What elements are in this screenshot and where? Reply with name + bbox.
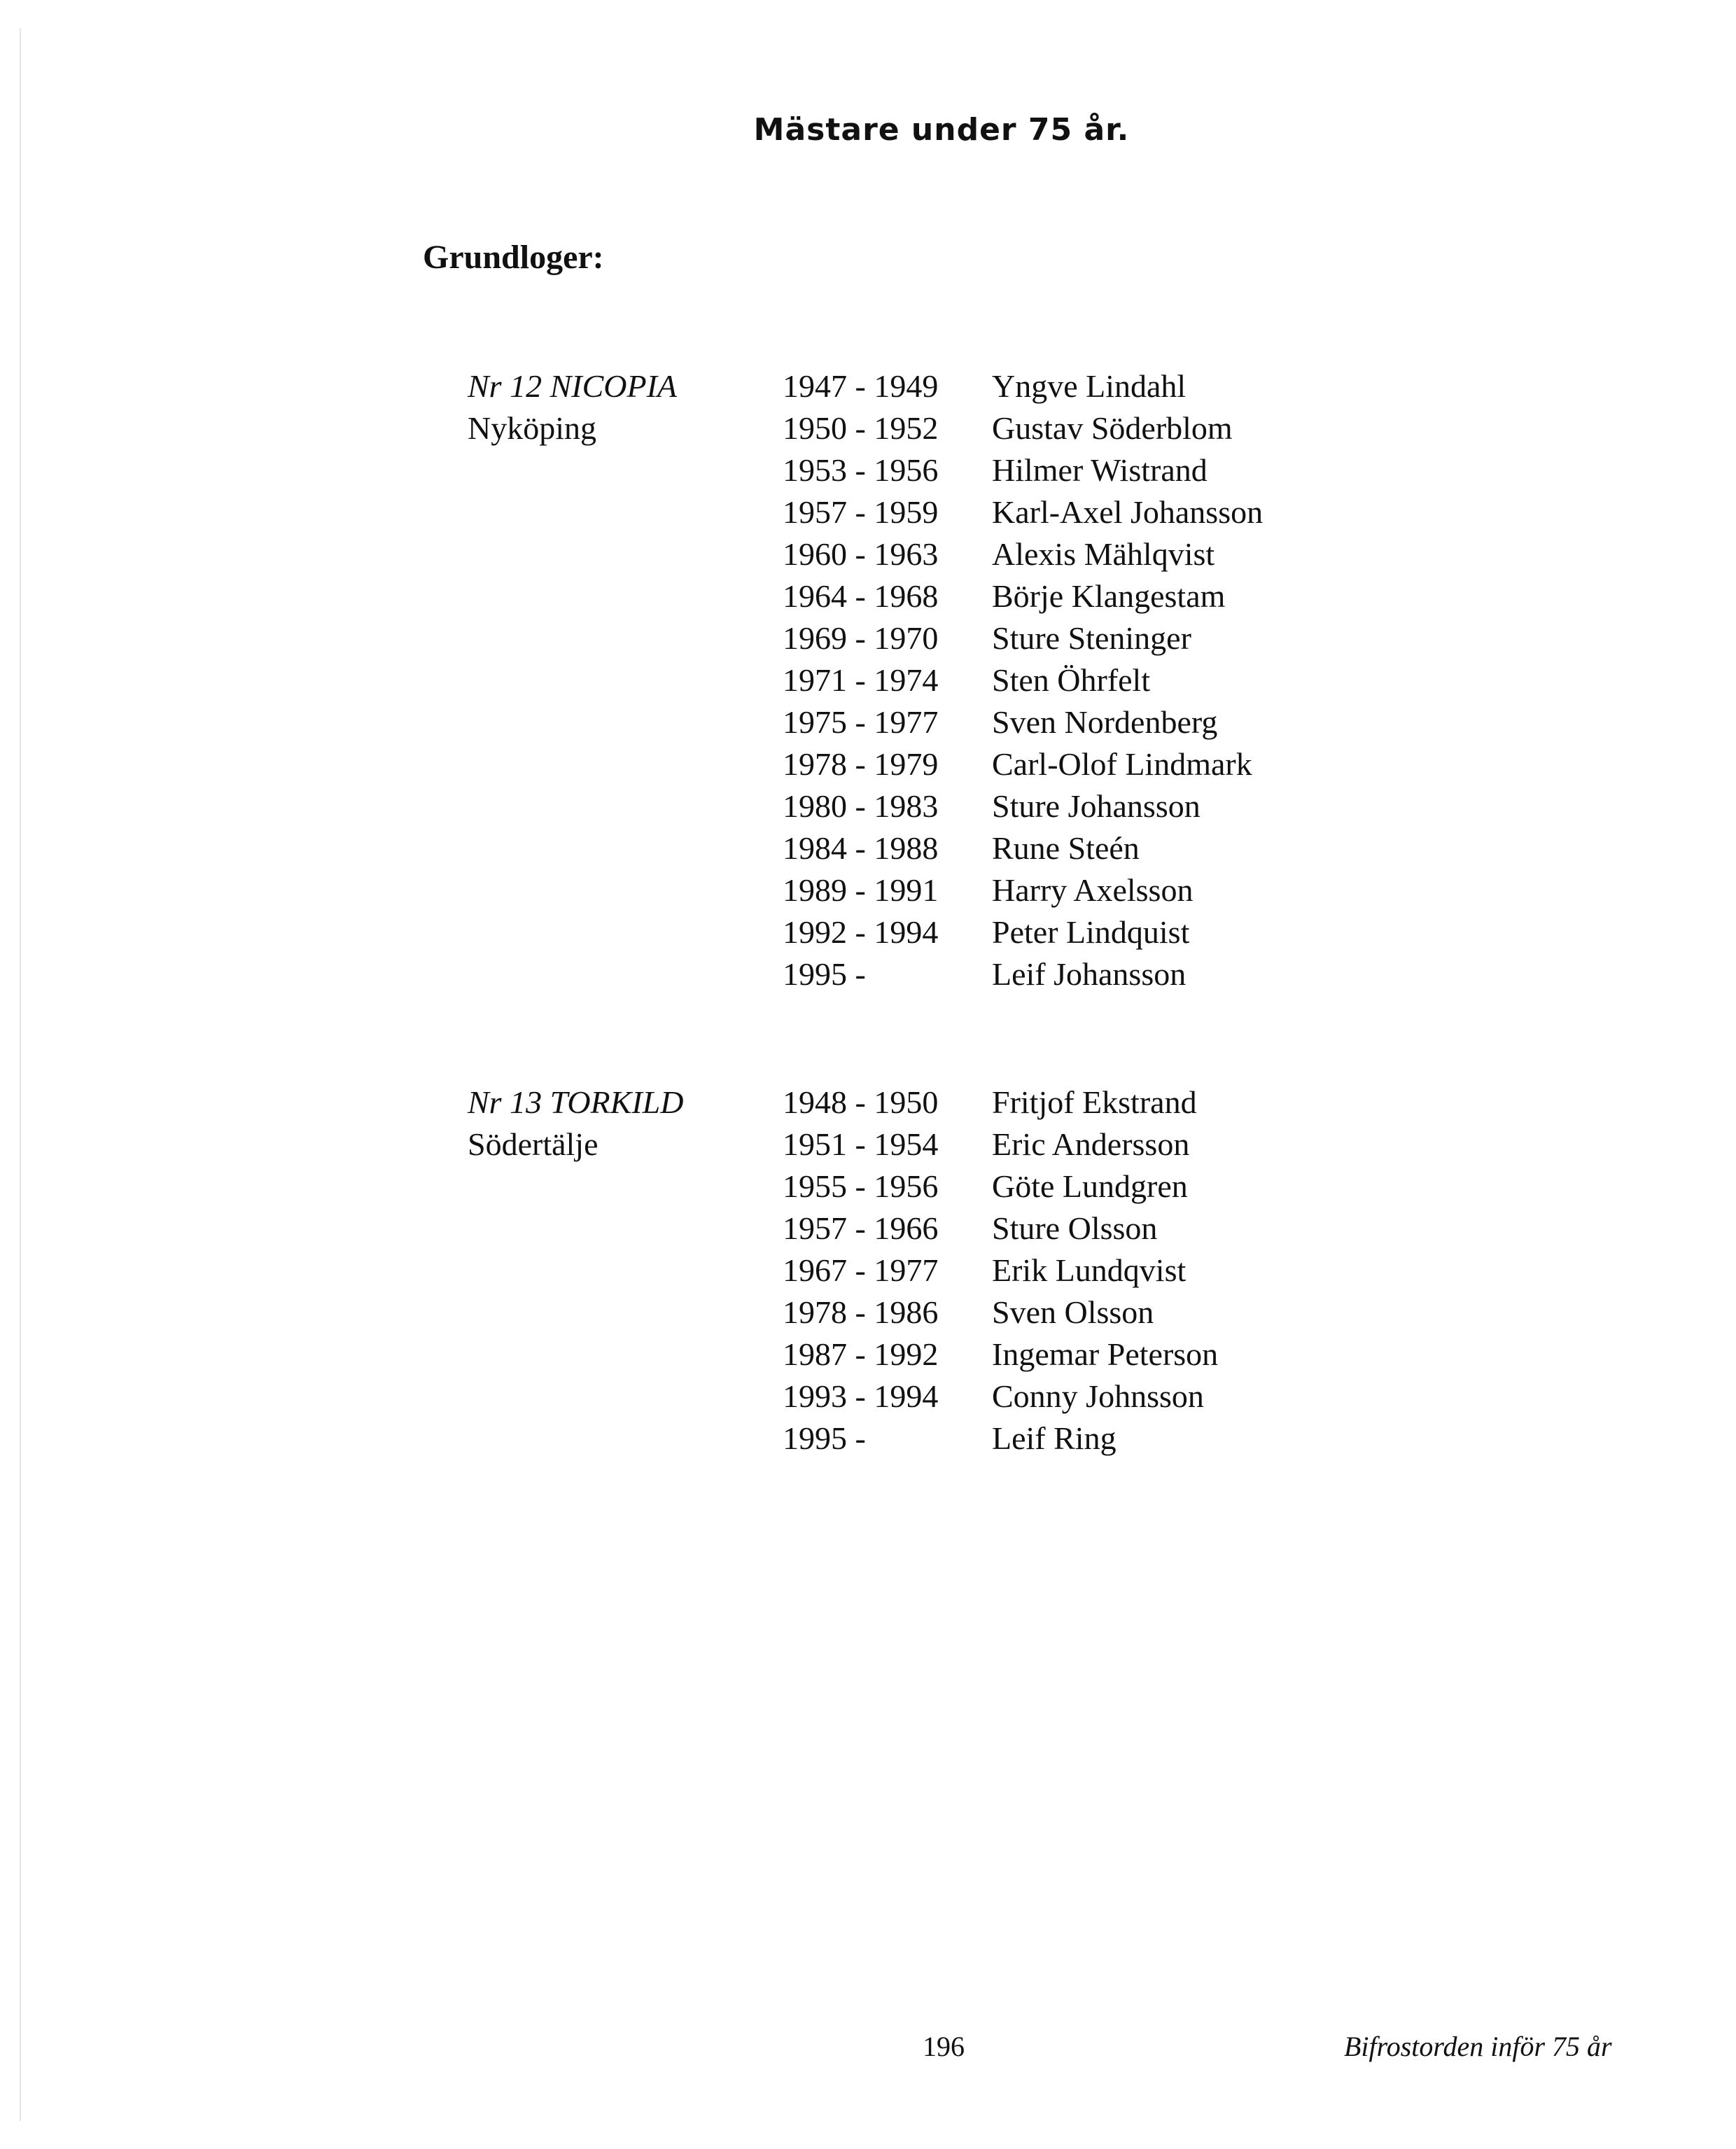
master-row	[0, 1378, 1736, 1420]
master-name: Göte Lundgren	[992, 1168, 1188, 1204]
term-years: 1955 - 1956	[783, 1168, 939, 1204]
term-years: 1951 - 1954	[783, 1126, 939, 1162]
master-row	[0, 578, 1736, 620]
term-years: 1967 - 1977	[783, 1252, 939, 1288]
page-title: Mästare under 75 år.	[753, 112, 1130, 148]
lodge-name: Nr 12 NICOPIA	[468, 368, 677, 404]
master-row	[0, 536, 1736, 578]
master-row	[0, 410, 1736, 451]
master-row	[0, 746, 1736, 788]
master-name: Leif Ring	[992, 1420, 1116, 1456]
master-name: Erik Lundqvist	[992, 1252, 1186, 1288]
term-years: 1950 - 1952	[783, 410, 939, 446]
master-name: Eric Andersson	[992, 1126, 1190, 1162]
master-row	[0, 955, 1736, 997]
term-years: 1992 - 1994	[783, 914, 939, 950]
term-years: 1957 - 1966	[783, 1210, 939, 1246]
master-name: Harry Axelsson	[992, 872, 1194, 908]
master-name: Conny Johnsson	[992, 1378, 1204, 1414]
master-row	[0, 1126, 1736, 1168]
master-name: Sten Öhrfelt	[992, 662, 1151, 698]
term-years: 1957 - 1959	[783, 494, 939, 530]
master-name: Hilmer Wistrand	[992, 452, 1208, 488]
master-row	[0, 368, 1736, 410]
master-name: Karl-Axel Johansson	[992, 494, 1264, 530]
term-years: 1978 - 1986	[783, 1294, 939, 1330]
master-name: Sven Nordenberg	[992, 704, 1218, 740]
master-row	[0, 1084, 1736, 1126]
master-name: Fritjof Ekstrand	[992, 1084, 1197, 1120]
master-name: Alexis Mählqvist	[992, 536, 1215, 572]
master-name: Gustav Söderblom	[992, 410, 1233, 446]
master-row	[0, 1336, 1736, 1378]
section-heading: Grundloger:	[423, 239, 604, 276]
master-row	[0, 1210, 1736, 1252]
master-name: Leif Johansson	[992, 956, 1186, 992]
page-number: 196	[923, 2031, 965, 2062]
master-name: Ingemar Peterson	[992, 1336, 1219, 1372]
lodge-city: Södertälje	[468, 1126, 598, 1162]
term-years: 1989 - 1991	[783, 872, 939, 908]
master-row	[0, 493, 1736, 536]
term-years: 1980 - 1983	[783, 788, 939, 824]
master-row	[0, 662, 1736, 704]
master-name: Yngve Lindahl	[992, 368, 1186, 404]
master-row	[0, 704, 1736, 746]
term-years: 1978 - 1979	[783, 746, 939, 782]
term-years: 1995 -	[783, 1420, 866, 1456]
term-years: 1975 - 1977	[783, 704, 939, 740]
page-edge-line	[20, 28, 21, 2121]
lodge-city: Nyköping	[468, 410, 596, 446]
master-name: Sture Johansson	[992, 788, 1200, 824]
term-years: 1947 - 1949	[783, 368, 939, 404]
master-row	[0, 1252, 1736, 1294]
master-row	[0, 830, 1736, 872]
master-row	[0, 1168, 1736, 1210]
master-name: Sven Olsson	[992, 1294, 1154, 1330]
term-years: 1960 - 1963	[783, 536, 939, 572]
term-years: 1948 - 1950	[783, 1084, 939, 1120]
term-years: 1984 - 1988	[783, 830, 939, 866]
master-row	[0, 1294, 1736, 1336]
master-name: Sture Steninger	[992, 620, 1191, 656]
master-row	[0, 1420, 1736, 1462]
term-years: 1969 - 1970	[783, 620, 939, 656]
term-years: 1964 - 1968	[783, 578, 939, 614]
master-name: Carl-Olof Lindmark	[992, 746, 1252, 782]
master-name: Rune Steén	[992, 830, 1140, 866]
lodge-name: Nr 13 TORKILD	[468, 1084, 684, 1120]
master-name: Börje Klangestam	[992, 578, 1226, 614]
term-years: 1953 - 1956	[783, 452, 939, 488]
term-years: 1993 - 1994	[783, 1378, 939, 1414]
master-row	[0, 620, 1736, 662]
term-years: 1971 - 1974	[783, 662, 939, 698]
term-years: 1987 - 1992	[783, 1336, 939, 1372]
book-title: Bifrostorden inför 75 år	[1344, 2031, 1612, 2062]
master-row	[0, 913, 1736, 955]
master-name: Sture Olsson	[992, 1210, 1158, 1246]
master-row	[0, 788, 1736, 830]
master-row	[0, 872, 1736, 913]
master-row	[0, 451, 1736, 493]
term-years: 1995 -	[783, 956, 866, 992]
master-name: Peter Lindquist	[992, 914, 1190, 950]
